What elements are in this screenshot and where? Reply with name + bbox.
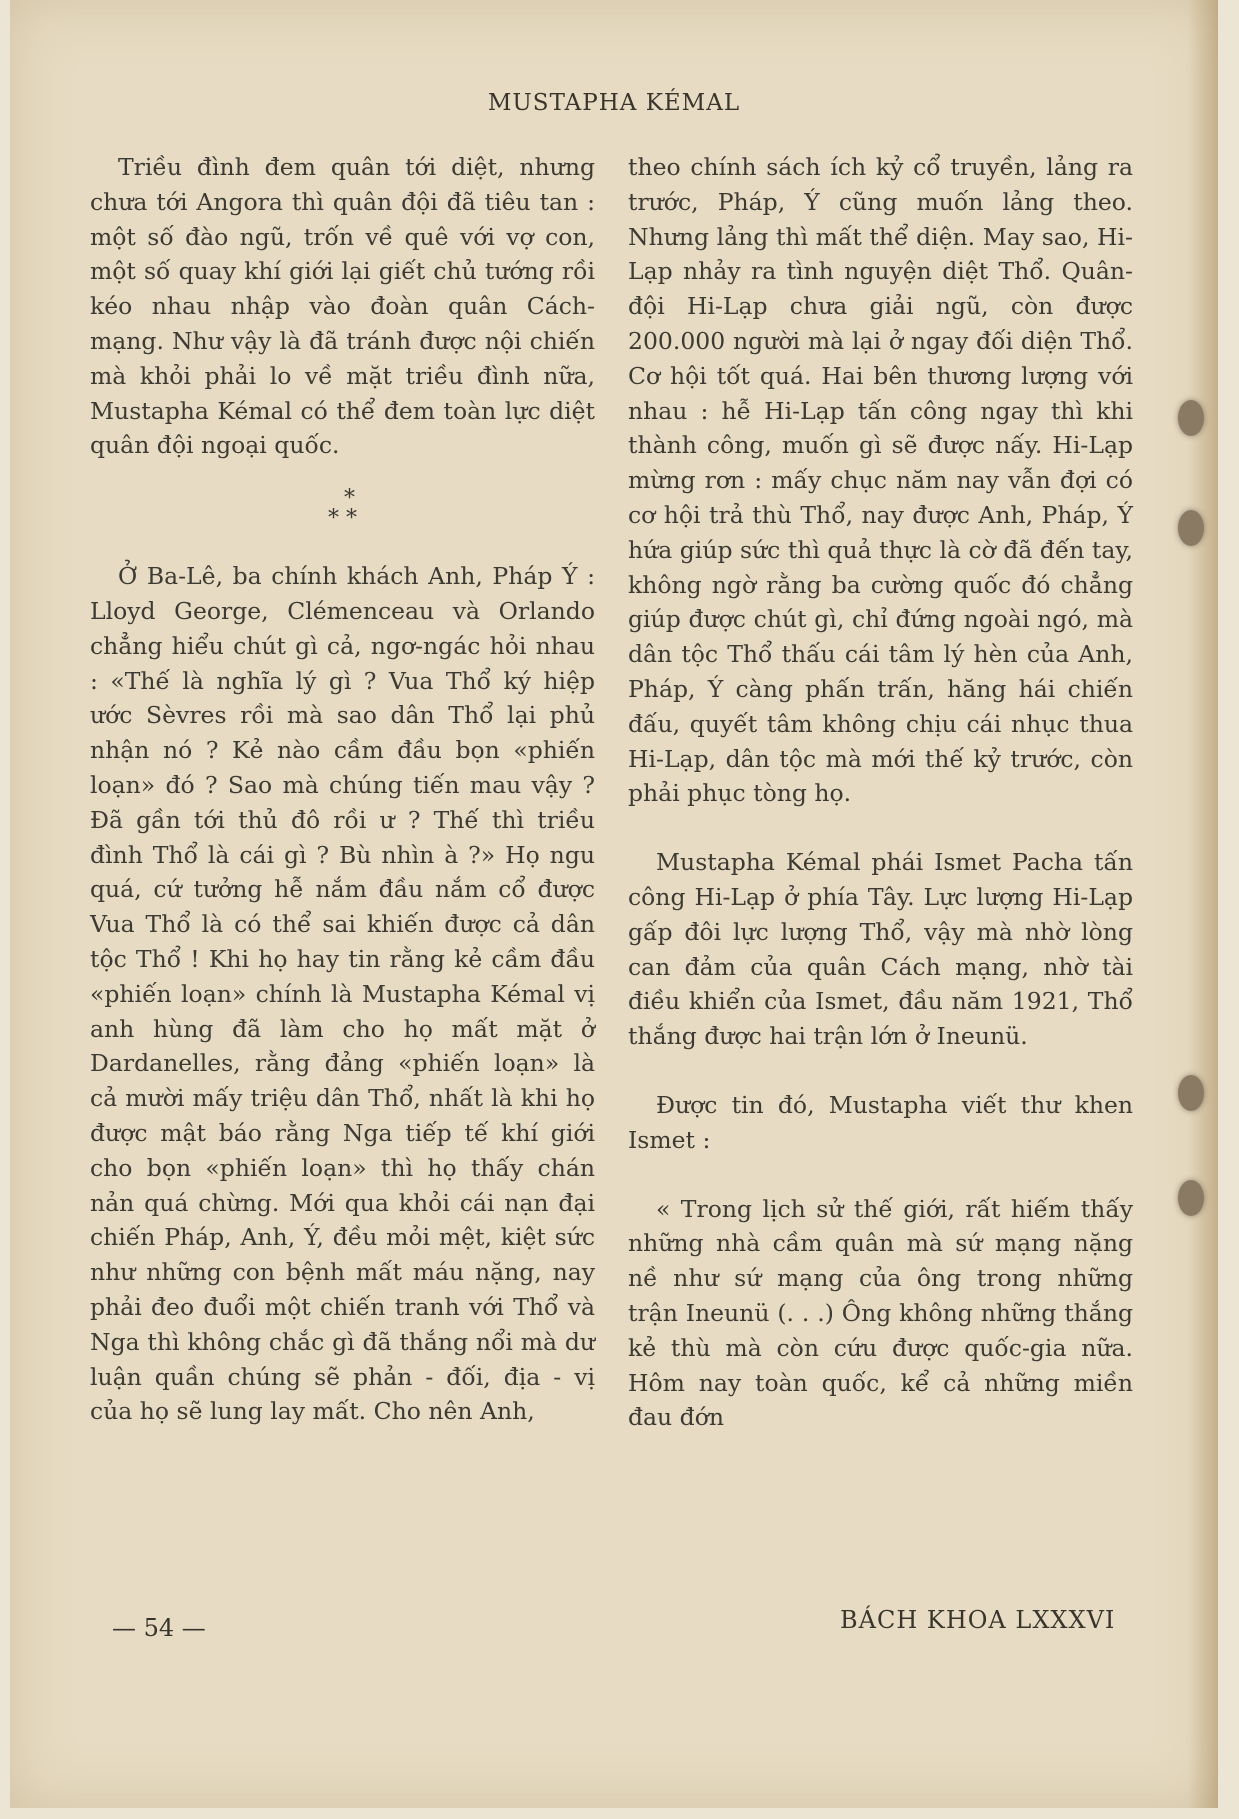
binding-hole bbox=[1178, 510, 1204, 546]
left-column bbox=[90, 150, 595, 1429]
running-title: MUSTAPHA KÉMAL bbox=[487, 90, 741, 116]
paragraph: Ở Ba-Lê, ba chính khách Anh, Pháp Ý : Lloyd George, Clémenceau và Orlando chẳng hiểu chút gì cả, ngơ-ngác hỏi nhau : «Thế là nghĩa lý gì ? Vua Thổ ký hiệp ước Sèvres rồi mà sao dân Thổ lại phủ nhận nó ? Kẻ nào cầm đầu bọn «phiến loạn» đó ? Sao mà chúng tiến mau vậy ? Đã gần tới thủ đô rồi ư ? Thế thì triều đình Thổ là cái gì ? Bù nhìn à ?» Họ ngu quá, cứ tưởng hễ nắm đầu nắm cổ được Vua Thổ là có thể sai khiến được cả dân tộc Thổ ! Khi họ hay tin rằng kẻ cầm đầu «phiến loạn» chính là Mustapha Kémal vị anh hùng đã làm cho họ mất mặt ở Dardanelles, rằng đảng «phiến loạn» là cả mười mấy triệu dân Thổ, nhất là khi họ được mật báo rằng Nga tiếp tế khí giới cho bọn «phiến loạn» thì họ thấy chán nản quá chừng. Mới qua khỏi cái nạn đại chiến Pháp, Anh, Ý, đều mỏi mệt, kiệt sức như những con bệnh mất máu nặng, nay phải đeo đuổi một chiến tranh với Thổ và Nga thì không chắc gì đã thắng nổi mà dư luận quần chúng sẽ phản - đối, địa - vị của họ sẽ lung lay mất. Cho nên Anh, bbox=[90, 562, 595, 1426]
magazine-page bbox=[10, 0, 1218, 1808]
paragraph: theo chính sách ích kỷ cổ truyền, lảng ra trước, Pháp, Ý cũng muốn lảng theo. Nhưng lảng thì mất thể diện. May sao, Hi-Lạp nhảy ra tình nguyện diệt Thổ. Quân-đội Hi-Lạp chưa giải ngũ, còn được 200.000 người mà lại ở ngay đối diện Thổ. Cơ hội tốt quá. Hai bên thương lượng với nhau : hễ Hi-Lạp tấn công ngay thì khi thành công, muốn gì sẽ được nấy. Hi-Lạp mừng rơn : mấy chục năm nay vẫn đợi có cơ hội trả thù Thổ, nay được Anh, Pháp, Ý hứa giúp sức thì quả thực là cờ đã đến tay, không ngờ rằng ba cường quốc đó chẳng giúp được chút gì, chỉ đứng ngoài ngó, mà dân tộc Thổ thấu cái tâm lý hèn của Anh, Pháp, Ý càng phấn trấn, hăng hái chiến đấu, quyết tâm không chịu cái nhục thua Hi-Lạp, dân tộc mà mới thế kỷ trước, còn phải phục tòng họ. bbox=[628, 153, 1133, 808]
binding-hole bbox=[1178, 1180, 1204, 1216]
page-number: — 54 — bbox=[112, 1614, 206, 1642]
quote-paragraph: « Trong lịch sử thế giới, rất hiếm thấy những nhà cầm quân mà sứ mạng nặng nề như sứ mạng của ông trong những trận Ineunü (. . .) Ông không những thắng kẻ thù mà còn cứu được quốc-gia nữa. Hôm nay toàn quốc, kể cả những miền đau đớn bbox=[628, 1194, 1133, 1432]
section-separator bbox=[90, 486, 595, 532]
right-column bbox=[628, 150, 1133, 1435]
page-edge-shadow bbox=[1188, 0, 1218, 1808]
binding-hole bbox=[1178, 400, 1204, 436]
separator-star-bottom: * * bbox=[328, 506, 357, 532]
separator-star-top: * bbox=[344, 486, 355, 512]
binding-hole bbox=[1178, 1075, 1204, 1111]
magazine-title: BÁCH KHOA LXXXVI bbox=[840, 1606, 1116, 1634]
paragraph: Triều đình đem quân tới diệt, nhưng chưa tới Angora thì quân đội đã tiêu tan : một số đào ngũ, trốn về quê với vợ con, một số quay khí giới lại giết chủ tướng rồi kéo nhau nhập vào đoàn quân Cách-mạng. Như vậy là đã tránh được nội chiến mà khỏi phải lo về mặt triều đình nữa, Mustapha Kémal có thể đem toàn lực diệt quân đội ngoại quốc. bbox=[90, 153, 595, 460]
paragraph: Mustapha Kémal phái Ismet Pacha tấn công Hi-Lạp ở phía Tây. Lực lượng Hi-Lạp gấp đôi lực lượng Thổ, vậy mà nhờ lòng can đảm của quân Cách mạng, nhờ tài điều khiển của Ismet, đầu năm 1921, Thổ thắng được hai trận lớn ở Ineunü. bbox=[628, 848, 1133, 1051]
paragraph: Được tin đó, Mustapha viết thư khen Ismet : bbox=[628, 1090, 1133, 1154]
